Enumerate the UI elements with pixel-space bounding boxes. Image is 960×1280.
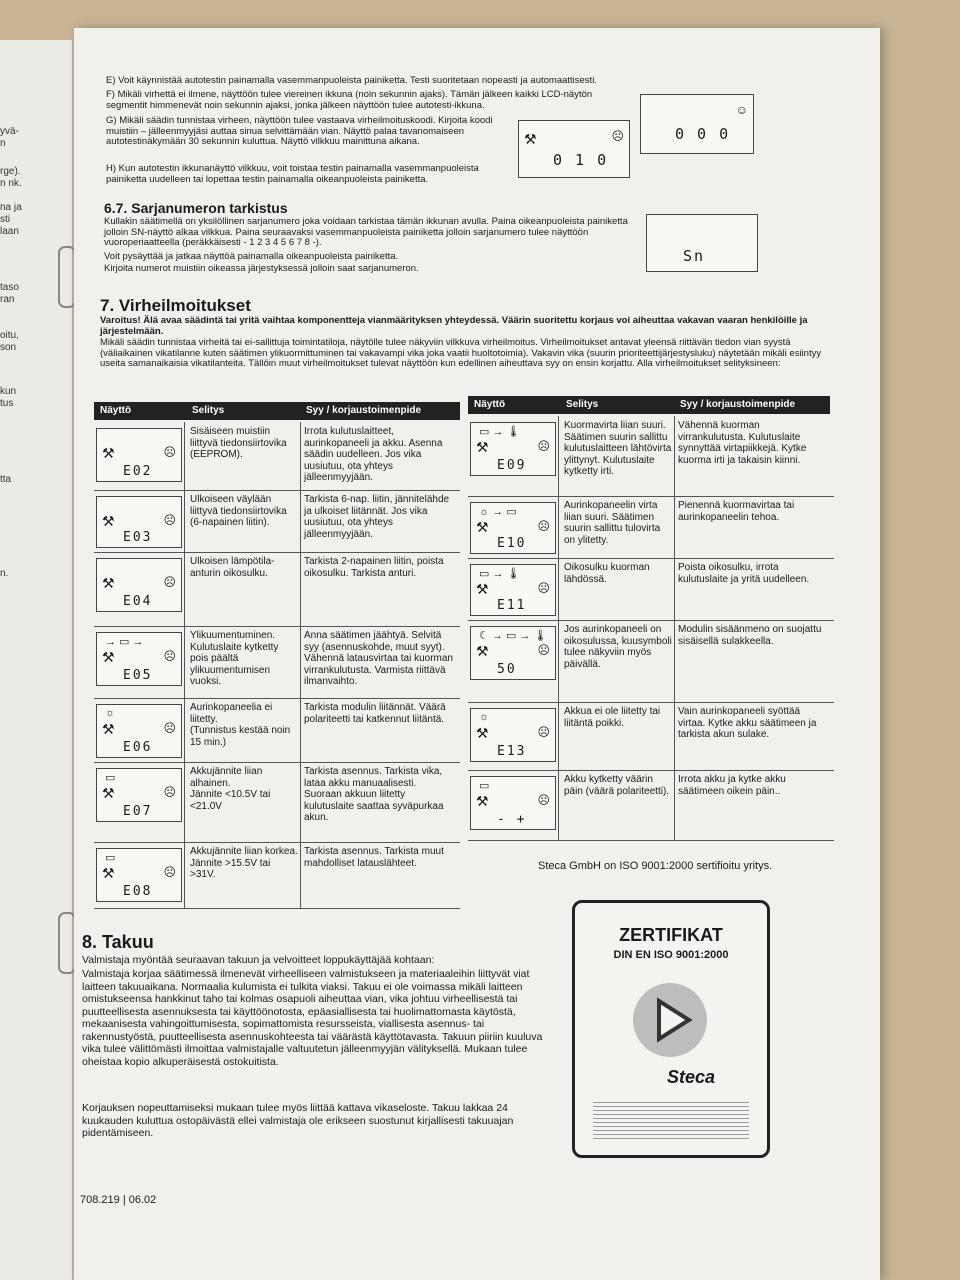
lcd-error-code: E03: [123, 530, 153, 545]
lcd-error-display: [96, 496, 182, 548]
column-divider: [300, 552, 301, 626]
wrench-icon: ⚒: [102, 721, 115, 737]
lcd-error-code: E09: [497, 458, 527, 473]
error-explanation: Sisäiseen muistiin liittyvä tiedonsiirtovika (EEPROM).: [190, 426, 287, 460]
error-table-row: [94, 842, 460, 909]
lcd-error-display: [470, 422, 556, 476]
left-page-fragment: tta: [0, 474, 12, 485]
column-divider: [558, 496, 559, 558]
column-divider: [300, 762, 301, 842]
lcd-error-display: [470, 564, 556, 616]
certificate-title: ZERTIFIKAT: [619, 925, 723, 945]
wrench-icon: ⚒: [476, 725, 489, 741]
error-explanation: Kuormavirta liian suuri. Säätimen suurin sallittu kulutuslaitteen lähtövirta ylittynyt. Kulutuslaite kytketty irti.: [564, 420, 672, 477]
sad-face-icon: ☹: [537, 643, 550, 657]
error-explanation: Akkujännite liian alhainen. Jännite <10.5V tai <21.0V: [190, 766, 271, 812]
error-explanation: Ulkoisen lämpötila-anturin oikosulku.: [190, 556, 275, 579]
manual-page: [74, 28, 880, 1280]
section-7-intro: Mikäli säädin tunnistaa virheitä tai ei-sallittuja toimintatiloja, näytölle tulee näkyviin vilkkuva virheilmoitus. Virheilmoitukset antavat yleensä riittävän tiedon vian syystä (väliaikainen vikatilanne kuten säätimen ylikuormittuminen tai vakavampi vika joka vaatii huoltotoimia). Vakavin vika (suurin prioriteettijärjestysluku) näytetään mikäli esiintyy useita samanaikaisia vikatilanteita. Tällöin muut virheilmoitukset tulevat näyttöön kun edellinen aiheuttava syy on ensin korjattu. Alla virheilmoitukset selityksineen:: [100, 337, 822, 369]
lcd-error-display: [96, 558, 182, 612]
wrench-icon: ⚒: [476, 793, 489, 809]
section-6-7-title: 6.7. Sarjanumeron tarkistus: [104, 200, 288, 216]
lcd-error-code: 50: [497, 662, 517, 677]
wrench-icon: ⚒: [524, 131, 537, 147]
column-divider: [300, 626, 301, 698]
column-divider: [184, 490, 185, 552]
left-page-fragment: sti: [0, 214, 10, 225]
status-symbols-icon: → ▭ →: [105, 636, 144, 648]
left-page-fragment: oitu,: [0, 330, 19, 341]
column-divider: [184, 626, 185, 698]
column-divider: [558, 702, 559, 770]
wrench-icon: ⚒: [102, 649, 115, 665]
lcd-error-code: E07: [123, 804, 153, 819]
lcd-code: 0 1 0: [553, 151, 609, 169]
error-cause: Anna säätimen jäähtyä. Selvitä syy (asennuskohde, muut syyt). Vähennä latausvirtaa tai kuorman virrankulutusta. Varmista riittävä ilmanvaihto.: [304, 630, 453, 687]
error-table-row: [94, 552, 460, 627]
status-symbols-icon: ☼: [479, 711, 490, 723]
column-divider: [558, 620, 559, 702]
left-page-fragment: son: [0, 342, 17, 353]
error-cause: Tarkista asennus. Tarkista vika, lataa akku manuaalisesti. Suoraan akkuun liitetty kulutuslaite saattaa syväpurkaa akun.: [304, 766, 444, 823]
left-page-fragment: taso: [0, 282, 19, 293]
lcd-error-display: [96, 848, 182, 902]
lcd-error-display: [96, 632, 182, 686]
autotest-e: E) Voit käynnistää autotestin painamalla vasemmanpuoleista painiketta. Testi suoritetaan nopeasti ja automaattisesti.: [106, 75, 597, 86]
sad-face-icon: ☹: [537, 519, 550, 533]
wrench-icon: ⚒: [102, 785, 115, 801]
sad-face-icon: ☹: [163, 445, 176, 459]
error-explanation: Akkua ei ole liitetty tai liitäntä poikki.: [564, 706, 661, 729]
column-divider: [674, 702, 675, 770]
error-explanation: Oikosulku kuorman lähdössä.: [564, 562, 650, 585]
error-explanation: Aurinkopaneelia ei liitetty. (Tunnistus kestää noin 15 min.): [190, 702, 291, 748]
error-table-row: [468, 416, 834, 497]
section-8-p3: Korjauksen nopeuttamiseksi mukaan tulee myös liittää kattava vikaseloste. Takuu lakkaa 24 kuukauden kuluttua ostopäivästä ellei valmistaja ole erikseen suostunut kirjallisesti takuuajan pidentämiseen.: [82, 1102, 514, 1139]
section-7-title: 7. Virheilmoitukset: [100, 296, 251, 315]
left-page-fragment: laan: [0, 226, 19, 237]
autotest-g: G) Mikäli säädin tunnistaa virheen, näyttöön tulee vastaava virheilmoituskoodi. Kirjoita koodi muistiin – jälleenmyyjäsi auttaa sinua selvittämään vian. Näyttö palaa tavanomaiseen autotestinäkymään 30 sekunnin kuluttua. Näyttö vilkkuu mainittuna aikana.: [106, 115, 493, 147]
error-explanation: Jos aurinkopaneeli on oikosulussa, kuusymboli tulee näkyviin myös päivällä.: [564, 624, 672, 670]
certificate-seal-icon: [633, 983, 707, 1057]
lcd-error-code: E08: [123, 884, 153, 899]
header-cause: Syy / korjaustoimenpide: [306, 405, 422, 416]
section-7-warning: Varoitus! Älä avaa säädintä tai yritä vaihtaa komponentteja vianmäärityksen yhteydessä. Väärin suoritettu korjaus voi aiheuttaa vakavan vaaran henkilöille ja järjestelmään.: [100, 315, 808, 337]
error-table-row: [94, 698, 460, 763]
error-table-row: [94, 762, 460, 843]
column-divider: [184, 422, 185, 490]
error-table-row: [468, 702, 834, 771]
error-cause: Vähennä kuorman virrankulutusta. Kulutuslaite synnyttää virtapiikkejä. Kytke kuorma irti ja takaisin kiinni.: [678, 420, 807, 466]
column-divider: [674, 620, 675, 702]
left-table-header: [94, 402, 460, 420]
lcd-error-code: E05: [123, 668, 153, 683]
lcd-code: 0 0 0: [675, 125, 731, 143]
lcd-error-code: E13: [497, 744, 527, 759]
section-6-7-p2: Voit pysäyttää ja jatkaa näyttöä painamalla oikeanpuoleista painiketta.: [104, 251, 399, 262]
error-table-row: [94, 626, 460, 699]
error-explanation: Ylikuumentuminen. Kulutuslaite kytketty pois päältä ylikuumentumisen vuoksi.: [190, 630, 279, 687]
page-footer: 708.219 | 06.02: [80, 1194, 157, 1206]
sad-face-icon: ☹: [537, 439, 550, 453]
lcd-serial: [646, 214, 758, 272]
lcd-error-display: [96, 768, 182, 822]
sad-face-icon: ☹: [537, 581, 550, 595]
sad-face-icon: ☹: [163, 865, 176, 879]
wrench-icon: ⚒: [476, 581, 489, 597]
error-table-row: [468, 496, 834, 559]
left-page-fragment: yvä-: [0, 126, 19, 137]
error-explanation: Akkujännite liian korkea. Jännite >15.5V tai >31V.: [190, 846, 298, 880]
left-page-fragment: n.: [0, 568, 9, 579]
error-cause: Tarkista modulin liitännät. Väärä polariteetti tai katkennut liitäntä.: [304, 702, 446, 725]
column-divider: [300, 490, 301, 552]
section-6-7-p1: Kullakin säätimellä on yksilöllinen sarjanumero joka voidaan tarkistaa tämän ikkunan avulla. Paina oikeanpuoleista painiketta jolloin SN-näyttö alkaa vilkkua. Paina seuraavaksi vasemmanpuoleista painiketta jolloin sarjanumero tulee näyttöön vuoroperiaatteella (peräkkäisesti - 1 2 3 4 5 6 7 8 -).: [104, 216, 628, 248]
error-explanation: Ulkoiseen väylään liittyvä tiedonsiirtovika (6-napainen liitin).: [190, 494, 287, 528]
error-cause: Tarkista 2-napainen liitin, poista oikosulku. Tarkista anturi.: [304, 556, 444, 579]
column-divider: [674, 770, 675, 840]
lcd-error-code: - +: [497, 812, 527, 827]
error-cause: Poista oikosulku, irrota kulutuslaite ja yritä uudelleen.: [678, 562, 810, 585]
header-display: Näyttö: [100, 405, 132, 416]
wrench-icon: ⚒: [102, 445, 115, 461]
steca-logo: Steca: [667, 1067, 716, 1087]
section-8-p2: Valmistaja korjaa säätimessä ilmenevät virheelliseen valmistukseen ja materiaaleihin liittyvät viat laitteen takuuaikana. Normaalia kulumista ei tulkita viaksi. Takuu ei ole voimassa mikäli laitteen omistukseensa hankkinut taho tai kolmas osapuoli aiheuttaa vian, vika johtuu virheellisestä tai puutteellisesta asennuksesta tai käyttöönotosta, epäasiallisesta tai huolimattomasta käytöstä, mekaanisesta vahingoittumisesta, sopimattomista resursseista, viallisesta asennus- tai rakennustyöstä, puutteellisesta asennuskohteesta tai väärästä käyttötavasta. Takuun piiriin kuuluva vika tulee välittömästi ilmoittaa valmistajalle valtuutetun jälleenmyyjän välityksellä. Mukaan tulee oheistaa kopio alkuperäisestä ostokuitista.: [82, 968, 543, 1068]
lcd-error-display: [96, 428, 182, 482]
sad-face-icon: ☹: [163, 513, 176, 527]
lcd-error-display: [470, 776, 556, 830]
column-divider: [558, 770, 559, 840]
lcd-error-display: [96, 704, 182, 758]
right-table-header: [468, 396, 830, 414]
wrench-icon: ⚒: [102, 865, 115, 881]
sad-face-icon: ☹: [537, 793, 550, 807]
lcd-error-code: E02: [123, 464, 153, 479]
column-divider: [184, 842, 185, 908]
section-6-7-p3: Kirjoita numerot muistiin oikeassa järjestyksessä jolloin saat sarjanumeron.: [104, 263, 419, 274]
left-page-edge: [0, 40, 73, 1280]
sad-face-icon: ☹: [611, 129, 624, 143]
wrench-icon: ⚒: [476, 439, 489, 455]
error-table-row: [468, 770, 834, 841]
left-page-fragment: na ja: [0, 202, 22, 213]
error-table-row: [94, 422, 460, 491]
error-cause: Vain aurinkopaneeli syöttää virtaa. Kytke akku säätimeen ja tarkista akun sulake.: [678, 706, 817, 740]
column-divider: [184, 762, 185, 842]
error-cause: Irrota akku ja kytke akku säätimeen oikein päin..: [678, 774, 786, 797]
left-page-fragment: tus: [0, 398, 14, 409]
wrench-icon: ⚒: [102, 513, 115, 529]
error-cause: Tarkista asennus. Tarkista muut mahdolliset latauslähteet.: [304, 846, 444, 869]
left-page-fragment: n nk.: [0, 178, 22, 189]
error-table-row: [468, 558, 834, 621]
header-cause: Syy / korjaustoimenpide: [680, 399, 796, 410]
error-cause: Pienennä kuormavirtaa tai aurinkopaneelin tehoa.: [678, 500, 795, 523]
column-divider: [674, 558, 675, 620]
lcd-error-code: E10: [497, 536, 527, 551]
column-divider: [300, 422, 301, 490]
section-8-p1: Valmistaja myöntää seuraavan takuun ja velvoitteet loppukäyttäjää kohtaan:: [82, 954, 435, 966]
status-symbols-icon: ☼ → ▭: [479, 506, 517, 518]
column-divider: [184, 698, 185, 762]
error-cause: Modulin sisäänmeno on suojattu sisäisellä sulakkeella.: [678, 624, 822, 647]
column-divider: [300, 698, 301, 762]
header-explanation: Selitys: [192, 405, 225, 416]
column-divider: [558, 416, 559, 496]
certificate-subtitle: DIN EN ISO 9001:2000: [613, 949, 729, 961]
section-8-title: 8. Takuu: [82, 932, 154, 952]
status-symbols-icon: ▭: [105, 772, 116, 784]
sad-face-icon: ☹: [163, 649, 176, 663]
column-divider: [674, 416, 675, 496]
column-divider: [558, 558, 559, 620]
lcd-code: Sn: [683, 247, 706, 265]
status-symbols-icon: ▭: [479, 780, 490, 792]
status-symbols-icon: ▭ → 🌡: [479, 568, 521, 580]
header-display: Näyttö: [474, 399, 506, 410]
lcd-error-display: [470, 708, 556, 762]
status-symbols-icon: ▭ → 🌡: [479, 426, 521, 438]
column-divider: [300, 842, 301, 908]
left-page-fragment: rge).: [0, 166, 21, 177]
status-symbols-icon: ☼: [105, 707, 116, 719]
wrench-icon: ⚒: [476, 519, 489, 535]
sad-face-icon: ☹: [163, 721, 176, 735]
error-explanation: Aurinkopaneelin virta liian suuri. Säätimen suurin sallittu tulovirta on ylitetty.: [564, 500, 661, 546]
left-page-fragment: ran: [0, 294, 15, 305]
column-divider: [674, 496, 675, 558]
error-table-row: [468, 620, 834, 703]
lcd-error-code: E04: [123, 594, 153, 609]
smile-face-icon: ☺: [735, 103, 748, 117]
iso-certificate: [572, 900, 770, 1158]
wrench-icon: ⚒: [102, 575, 115, 591]
sad-face-icon: ☹: [537, 725, 550, 739]
lcd-autotest-ok: [640, 94, 754, 154]
lcd-autotest-error: [518, 120, 630, 178]
error-table-row: [94, 490, 460, 553]
error-explanation: Akku kytketty väärin päin (väärä polariteetti).: [564, 774, 670, 797]
certificate-fine-print: [593, 1099, 749, 1139]
autotest-h: H) Kun autotestin ikkunanäyttö vilkkuu, voit toistaa testin painamalla vasemmanpuoleista painiketta uudelleen tai lopettaa testin painamalla oikeanpuoleista painiketta.: [106, 163, 479, 185]
error-cause: Tarkista 6-nap. liitin, jännitelähde ja ulkoiset liitännät. Jos vika uusiutuu, ota yhteys jälleenmyyjään.: [304, 494, 450, 540]
lcd-error-code: E11: [497, 598, 527, 613]
lcd-error-display: [470, 626, 556, 680]
status-symbols-icon: ☾ → ▭ → 🌡: [479, 630, 548, 642]
left-page-fragment: kun: [0, 386, 17, 397]
iso-note: Steca GmbH on ISO 9001:2000 sertifioitu yritys.: [538, 860, 773, 872]
sad-face-icon: ☹: [163, 785, 176, 799]
lcd-error-display: [470, 502, 556, 554]
header-explanation: Selitys: [566, 399, 599, 410]
sad-face-icon: ☹: [163, 575, 176, 589]
wrench-icon: ⚒: [476, 643, 489, 659]
left-page-fragment: n: [0, 138, 6, 149]
status-symbols-icon: ▭: [105, 852, 116, 864]
lcd-error-code: E06: [123, 740, 153, 755]
error-cause: Irrota kulutuslaitteet, aurinkopaneeli ja akku. Asenna säädin uudelleen. Jos vika uusiutuu, ota yhteys jälleenmyyjään.: [304, 426, 443, 483]
column-divider: [184, 552, 185, 626]
autotest-f: F) Mikäli virhettä ei ilmene, näyttöön tulee viereinen ikkuna (noin sekunnin ajaks). Tämän jälkeen kaikki LCD-näytön segmentit himmenevät noin sekunnin ajaksi, jonka jälkeen näyttöön tulee autotesti-ikkuna.: [106, 89, 593, 111]
